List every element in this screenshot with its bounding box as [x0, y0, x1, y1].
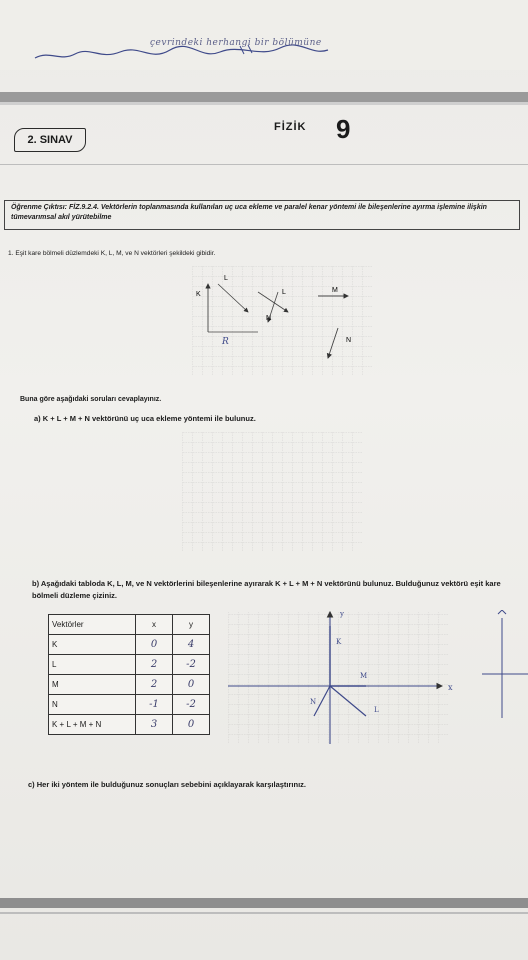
footer-band-line [0, 912, 528, 914]
label-l-top: L [224, 275, 228, 282]
row-vector-name: K + L + M + N [49, 715, 136, 735]
handwritten-note: çevrindeki herhangi bir bölümüne [150, 38, 322, 48]
table-row [49, 715, 210, 735]
row-vector-name: M [49, 675, 136, 695]
label-n-small: N [266, 315, 272, 322]
label-k: K [196, 291, 201, 298]
row-y-value[interactable]: 4 [173, 635, 210, 655]
learning-outcome-box [4, 200, 520, 230]
table-header-x: x [136, 615, 173, 635]
table-header-y: y [173, 615, 210, 635]
plot-label-m: M [360, 672, 368, 680]
label-m: M [332, 287, 338, 294]
row-vector-name: N [49, 695, 136, 715]
part-b-answer-plane[interactable] [228, 604, 468, 750]
header-band [0, 92, 528, 102]
row-y-value[interactable]: 0 [173, 715, 210, 735]
footer-band [0, 898, 528, 908]
row-x-value[interactable]: 3 [136, 715, 173, 735]
plot-label-k: K [336, 638, 342, 646]
outcome-label: Öğrenme Çıktısı: [11, 204, 68, 211]
plot-label-l: L [374, 706, 379, 714]
handwritten-r: R [222, 337, 229, 347]
row-x-value[interactable]: 2 [136, 655, 173, 675]
plot-label-y: y [340, 610, 344, 618]
table-row [49, 635, 210, 655]
subject-title: FİZİK [274, 121, 307, 133]
plot-label-n: N [310, 698, 317, 706]
section-divider [0, 164, 528, 165]
components-table [48, 614, 210, 735]
table-row [49, 655, 210, 675]
exam-label: 2. SINAV [14, 128, 86, 152]
question-1-text: 1. Eşit kare bölmeli düzlemdeki K, L, M, ve N vektörleri şekildeki gibidir. [8, 250, 216, 257]
table-row [49, 695, 210, 715]
label-l: L [282, 289, 286, 296]
grade-number: 9 [336, 114, 351, 144]
question-1-grid [192, 266, 372, 376]
row-vector-name: L [49, 655, 136, 675]
row-x-value[interactable]: -1 [136, 695, 173, 715]
table-row [49, 675, 210, 695]
row-y-value[interactable]: 0 [173, 675, 210, 695]
plot-label-x: x [448, 683, 453, 692]
header-band-line [0, 102, 528, 105]
part-c-question: c) Her iki yöntem ile bulduğunuz sonuçları sebebini açıklayarak karşılaştırınız. [28, 780, 307, 789]
margin-sketch [482, 610, 528, 720]
label-n: N [346, 337, 352, 344]
row-vector-name: K [49, 635, 136, 655]
part-b-question: b) Aşağıdaki tabloda K, L, M, ve N vektörlerini bileşenlerine ayırarak K + L + M + N vektörünü bulunuz. Bulduğunuz vektörü eşit kare bölmeli düzleme çiziniz. [32, 579, 501, 600]
row-x-value[interactable]: 2 [136, 675, 173, 695]
answer-prompt: Buna göre aşağıdaki soruları cevaplayınız. [20, 396, 162, 403]
row-y-value[interactable]: -2 [173, 655, 210, 675]
table-header-vectors: Vektörler [49, 615, 136, 635]
part-a-question: a) K + L + M + N vektörünü uç uca ekleme yöntemi ile bulunuz. [34, 414, 256, 423]
outcome-text: FİZ.9.2.4. Vektörlerin toplanmasında kullanılan uç uca ekleme ve paralel kenar yöntemi ile bileşenlerine ayırma işlemine ilişkin tümevarımsal akıl yürütebilme [11, 204, 487, 221]
row-y-value[interactable]: -2 [173, 695, 210, 715]
part-a-answer-grid[interactable] [182, 432, 362, 552]
row-x-value[interactable]: 0 [136, 635, 173, 655]
